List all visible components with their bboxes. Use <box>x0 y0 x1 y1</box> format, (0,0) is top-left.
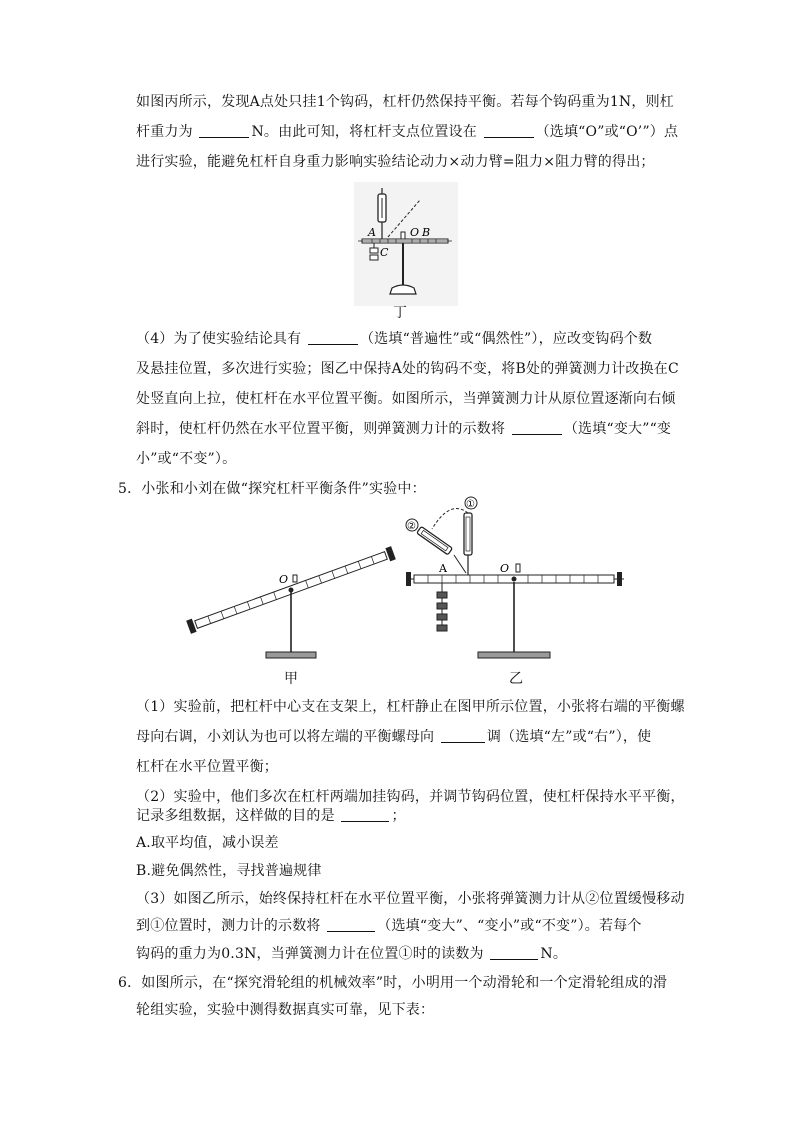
answer-blank[interactable] <box>341 807 389 822</box>
label-position-2: ② <box>407 521 416 532</box>
text-line: 母向右调，小刘认为也可以将左端的平衡螺母向 调（选填“左”或“右”），使 <box>136 729 652 745</box>
text-line: 斜时，使杠杆仍然在水平位置平衡，则弹簧测力计的示数将 （选填“变大”“变 <box>136 421 672 437</box>
label-o: O <box>279 573 289 586</box>
question-6: 6．如图所示，在“探究滑轮组的机械效率”时，小明用一个动滑轮和一个定滑轮组成的滑 <box>118 975 668 991</box>
label-o: O <box>410 226 420 239</box>
option-b: B.避免偶然性，寻找普遍规律 <box>136 863 322 879</box>
text-line: 钩码的重力为0.3N，当弹簧测力计在位置①时的读数为 N。 <box>136 946 568 962</box>
text-line: （3）如图乙所示，始终保持杠杆在水平位置平衡，小张将弹簧测力计从②位置缓慢移动 <box>136 891 685 907</box>
text-line: （4）为了使实验结论具有 （选填“普遍性”或“偶然性”），应改变钩码个数 <box>136 331 653 347</box>
question-5: 5．小张和小刘在做“探究杠杆平衡条件”实验中： <box>118 481 426 497</box>
answer-blank[interactable] <box>327 917 375 932</box>
answer-blank[interactable] <box>512 420 562 435</box>
text-line: 杆重力为 N。由此可知，将杠杆支点位置设在 （选填“O”或“O’”）点 <box>136 124 679 140</box>
label-b: B <box>422 226 431 239</box>
answer-blank[interactable] <box>441 728 485 743</box>
figure-ding-svg <box>354 182 458 306</box>
text-line: （2）实验中，他们多次在杠杆两端加挂钩码，并调节钩码位置，使杠杆保持水平平衡， <box>136 789 685 805</box>
figure-yi <box>402 493 632 665</box>
text-line: 及悬挂位置，多次进行实验；图乙中保持A处的钩码不变，将B处的弹簧测力计改换在C <box>136 361 679 377</box>
figure-jia-caption: 甲 <box>284 671 298 687</box>
label-a: A <box>439 562 447 575</box>
option-a: A.取平均值，减小误差 <box>136 835 279 851</box>
figure-jia-svg <box>180 535 402 665</box>
figure-yi-svg <box>402 493 632 665</box>
text-line: 进行实验，能避免杠杆自身重力影响实验结论动力×动力臂=阻力×阻力臂的得出； <box>136 154 655 170</box>
label-o: O <box>500 562 510 575</box>
text-line: 轮组实验，实验中测得数据真实可靠，见下表： <box>136 1002 435 1018</box>
text-line: 记录多组数据，这样做的目的是 ； <box>136 808 406 824</box>
label-c: C <box>380 246 389 259</box>
text-line: 杠杆在水平位置平衡； <box>136 759 278 775</box>
figure-ding-caption: 丁 <box>393 305 407 321</box>
figure-yi-caption: 乙 <box>509 671 523 687</box>
answer-blank[interactable] <box>308 330 358 345</box>
label-a: A <box>368 226 376 239</box>
label-position-1: ① <box>466 499 475 510</box>
figure-jia <box>180 535 402 665</box>
text-line: 如图丙所示，发现A点处只挂1个钩码，杠杆仍然保持平衡。若每个钩码重为1N，则杠 <box>136 94 674 110</box>
text-line: 小”或“不变”）。 <box>136 451 237 467</box>
text-line: 处竖直向上拉，使杠杆在水平位置平衡。如图所示，当弹簧测力计从原位置逐渐向右倾 <box>136 391 676 407</box>
answer-blank[interactable] <box>484 123 534 138</box>
answer-blank[interactable] <box>199 123 249 138</box>
answer-blank[interactable] <box>490 945 538 960</box>
text-line: 到①位置时，测力计的示数将 （选填“变大”、“变小”或“不变”）。若每个 <box>136 918 642 934</box>
text-line: （1）实验前，把杠杆中心支在支架上，杠杆静止在图甲所示位置，小张将右端的平衡螺 <box>136 699 685 715</box>
figure-ding <box>354 182 458 306</box>
